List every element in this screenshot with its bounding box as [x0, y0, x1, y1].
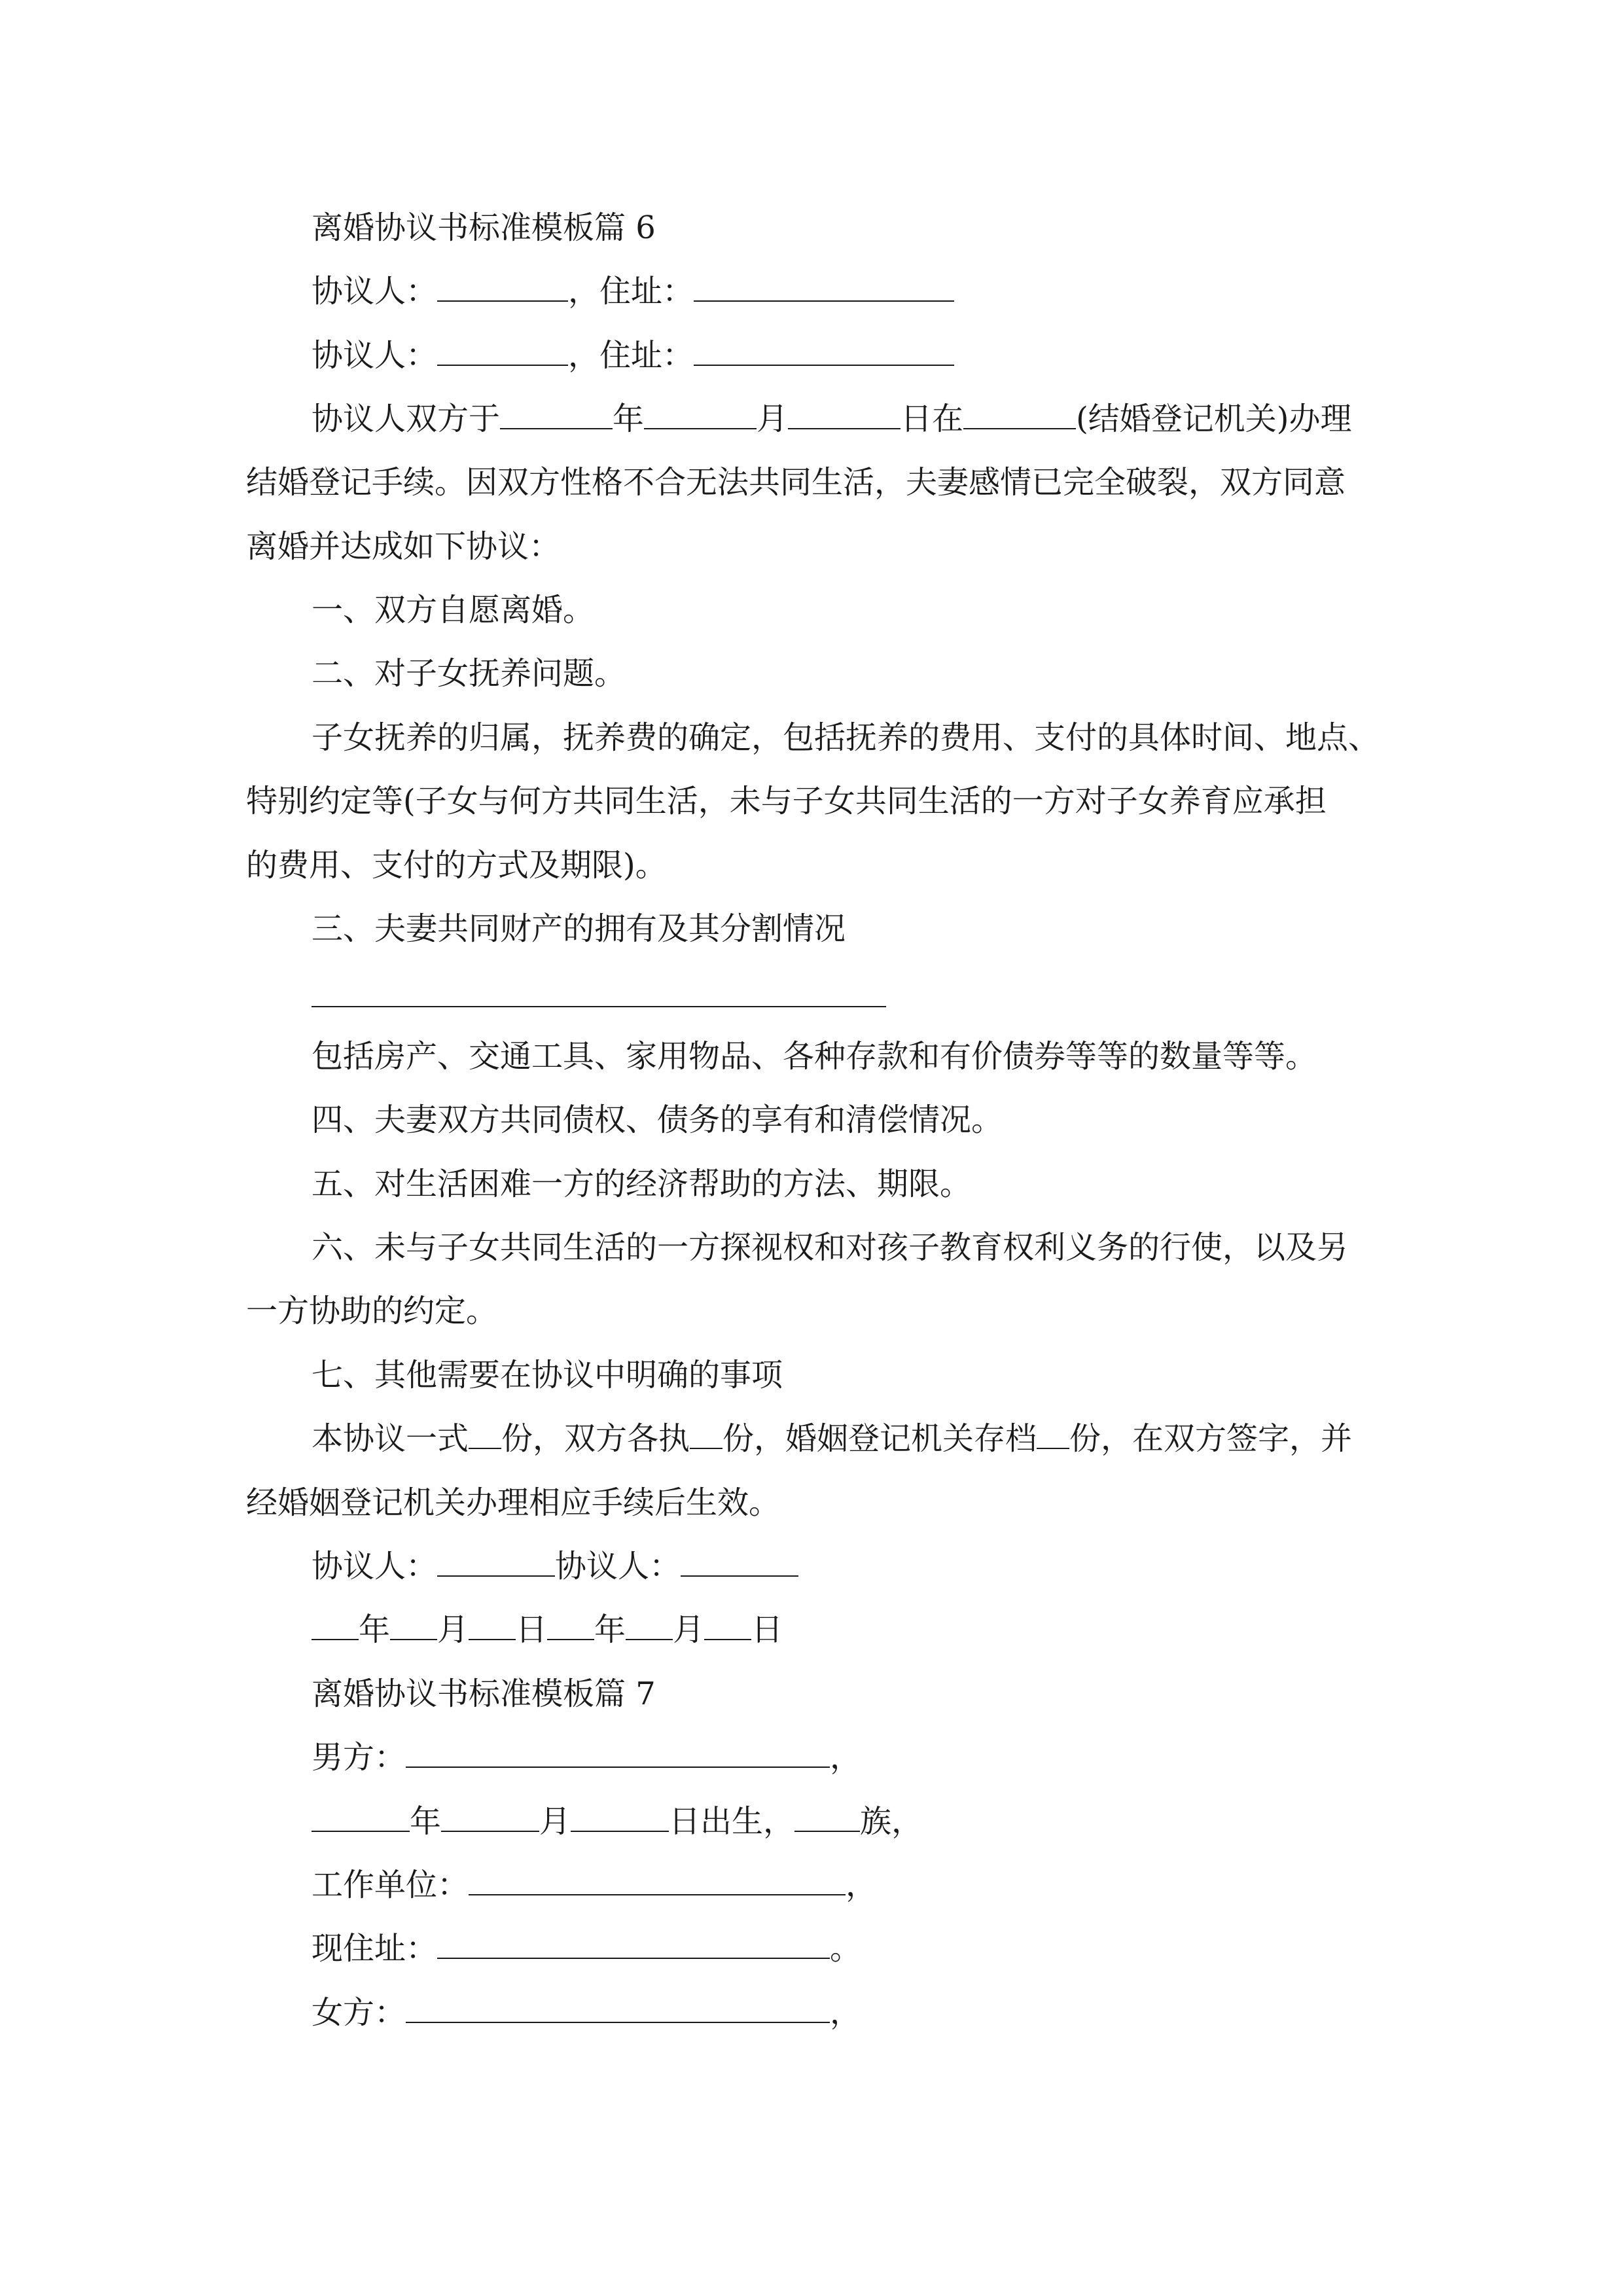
item-2-detail-line-1	[312, 718, 1450, 757]
address-line	[312, 1929, 1450, 1968]
text: 份，双方各执	[501, 1420, 690, 1457]
text: (结婚登记机关)办理	[1076, 401, 1352, 437]
text: 月	[757, 401, 789, 437]
text: 日在	[901, 401, 964, 437]
current-address-field[interactable]	[437, 1929, 830, 1959]
female-name-field[interactable]	[406, 1993, 830, 2023]
party-name-field[interactable]	[437, 272, 568, 302]
text: 日	[751, 1611, 783, 1648]
address-field[interactable]	[694, 272, 954, 302]
text: 三、夫妻共同财产的拥有及其分割情况	[312, 910, 846, 947]
text: 四、夫妻双方共同债权、债务的享有和清偿情况。	[312, 1102, 1003, 1138]
text: 年	[359, 1611, 391, 1648]
address-label: ，住址：	[568, 273, 694, 310]
text: 协议人：	[312, 1548, 438, 1585]
party-line-2	[312, 336, 1450, 375]
year-field[interactable]	[547, 1610, 594, 1640]
copies-total-field[interactable]	[469, 1419, 501, 1449]
text: 七、其他需要在协议中明确的事项	[312, 1357, 783, 1393]
birth-month-field[interactable]	[441, 1802, 539, 1832]
day-field[interactable]	[704, 1610, 751, 1640]
item-2-detail-line-3	[246, 846, 1385, 885]
item-6-line-2	[246, 1291, 1385, 1331]
male-line	[312, 1738, 1450, 1777]
text: 月	[437, 1611, 469, 1648]
text: 年	[410, 1803, 442, 1840]
paragraph-1-line-3	[246, 527, 1385, 566]
signature-field-2[interactable]	[681, 1547, 798, 1577]
party-label: 协议人：	[312, 337, 438, 374]
item-2-detail-line-2	[246, 781, 1385, 821]
signature-line	[312, 1547, 1450, 1586]
text: ，	[830, 1994, 862, 2031]
month-field[interactable]	[390, 1610, 437, 1640]
text: 族，	[860, 1803, 923, 1840]
party-line-1	[312, 272, 1450, 311]
copies-line-1	[312, 1419, 1450, 1458]
day-field[interactable]	[469, 1610, 516, 1640]
text: 月	[539, 1803, 571, 1840]
item-4	[312, 1100, 1450, 1139]
text: ，	[830, 1739, 862, 1776]
text: 份，在双方签字，并	[1069, 1420, 1353, 1457]
text: 结婚登记手续。因双方性格不合无法共同生活，夫妻感情已完全破裂，双方同意	[246, 464, 1346, 501]
text: 协议人：	[555, 1548, 681, 1585]
text: 现住址：	[312, 1930, 438, 1967]
item-2	[312, 654, 1450, 693]
party-label: 协议人：	[312, 273, 438, 310]
text: 特别约定等(子女与何方共同生活，未与子女共同生活的一方对子女养育应承担	[246, 783, 1327, 819]
text: 年	[594, 1611, 626, 1648]
month-field[interactable]	[644, 399, 757, 429]
text: 份，婚姻登记机关存档	[722, 1420, 1037, 1457]
address-label: ，住址：	[568, 337, 694, 374]
text: 一方协助的约定。	[246, 1293, 498, 1329]
month-field[interactable]	[626, 1610, 673, 1640]
text: 二、对子女抚养问题。	[312, 655, 626, 692]
text: 本协议一式	[312, 1420, 469, 1457]
work-unit-field[interactable]	[469, 1865, 846, 1895]
year-field[interactable]	[500, 399, 613, 429]
item-7	[312, 1355, 1450, 1395]
text: 一、双方自愿离婚。	[312, 592, 595, 628]
male-name-field[interactable]	[406, 1738, 830, 1768]
text: 的费用、支付的方式及期限)。	[246, 847, 667, 884]
text: 月	[673, 1611, 705, 1648]
day-field[interactable]	[788, 399, 901, 429]
title-text: 离婚协议书标准模板篇 7	[312, 1676, 656, 1712]
text: 年	[613, 401, 645, 437]
party-name-field[interactable]	[437, 336, 568, 366]
text: 子女抚养的归属，抚养费的确定，包括抚养的费用、支付的具体时间、地点、	[312, 719, 1380, 756]
text: 离婚并达成如下协议：	[246, 528, 561, 565]
registry-field[interactable]	[963, 399, 1076, 429]
item-1	[312, 590, 1450, 630]
item-5	[312, 1164, 1450, 1204]
copies-archive-field[interactable]	[1037, 1419, 1069, 1449]
section-title-6	[312, 208, 1450, 247]
year-field[interactable]	[312, 1610, 359, 1640]
item-6-line-1	[312, 1228, 1450, 1267]
ethnicity-field[interactable]	[794, 1802, 860, 1832]
paragraph-1-line-2	[246, 463, 1385, 502]
birth-line	[312, 1802, 1450, 1841]
item-3	[312, 909, 1450, 948]
property-blank-line[interactable]	[312, 1006, 886, 1007]
text: 经婚姻登记机关办理相应手续后生效。	[246, 1484, 781, 1521]
section-title-7	[312, 1674, 1450, 1713]
item-3-detail	[312, 1037, 1450, 1076]
text: 日出生，	[669, 1803, 795, 1840]
work-line	[312, 1865, 1450, 1905]
paragraph-1-line-1	[312, 399, 1450, 439]
text: 日	[516, 1611, 548, 1648]
text: 包括房产、交通工具、家用物品、各种存款和有价债券等等的数量等等。	[312, 1038, 1317, 1075]
text: 。	[830, 1930, 862, 1967]
title-text: 离婚协议书标准模板篇 6	[312, 209, 656, 246]
copies-line-2	[246, 1483, 1385, 1522]
text: 五、对生活困难一方的经济帮助的方法、期限。	[312, 1166, 972, 1202]
copies-each-field[interactable]	[690, 1419, 722, 1449]
text: 协议人双方于	[312, 401, 501, 437]
signature-field-1[interactable]	[437, 1547, 555, 1577]
text: 工作单位：	[312, 1867, 469, 1903]
text: 女方：	[312, 1994, 406, 2031]
text: ，	[846, 1867, 878, 1903]
text: 男方：	[312, 1739, 406, 1776]
date-line	[312, 1610, 1450, 1649]
birth-day-field[interactable]	[571, 1802, 669, 1832]
birth-year-field[interactable]	[312, 1802, 410, 1832]
address-field[interactable]	[694, 336, 954, 366]
text: 六、未与子女共同生活的一方探视权和对孩子教育权利义务的行使，以及另	[312, 1229, 1349, 1266]
female-line	[312, 1993, 1450, 2032]
